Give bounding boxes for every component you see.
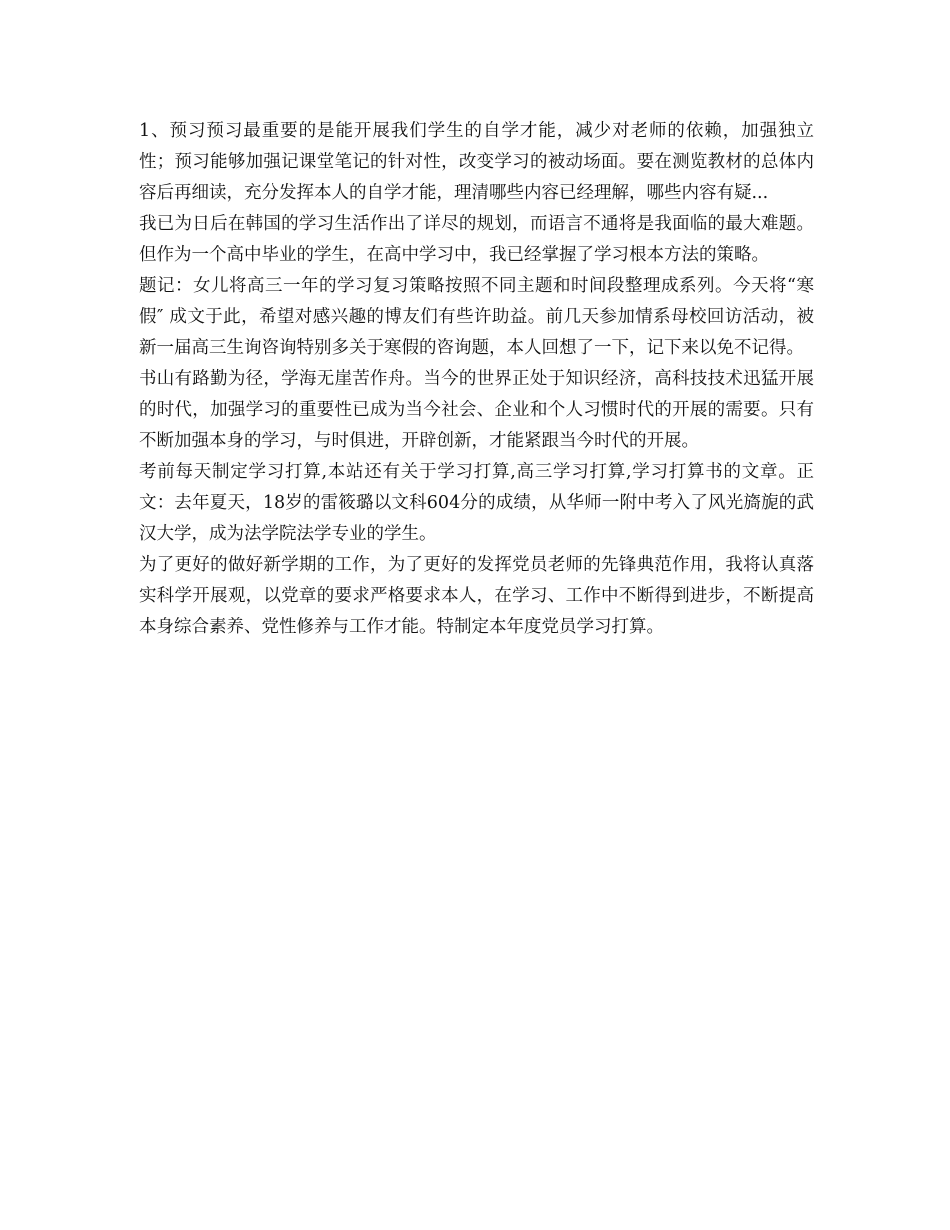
paragraph-4: 书山有路勤为径，学海无崖苦作舟。当今的世界正处于知识经济，高科技技术迅猛开展的时代，加强学习的重要性已成为当今社会、企业和个人习惯时代的开展的需要。只有不断加强本身的学习，与时俱进，开辟创新，才能紧跟当今时代的开展。 (139, 369, 814, 451)
document-body (139, 116, 814, 643)
paragraph-3: 题记：女儿将高三一年的学习复习策略按照不同主题和时间段整理成系列。今天将“寒假″ 成文于此，希望对感兴趣的博友们有些许助益。前几天参加情系母校回访活动，被新一届高三生询咨询特别多关于寒假的咨询题，本人回想了一下，记下来以免不记得。 (139, 276, 814, 358)
paragraph-6: 为了更好的做好新学期的工作，为了更好的发挥党员老师的先锋典范作用，我将认真落实科学开展观，以党章的要求严格要求本人，在学习、工作中不断得到进步，不断提高本身综合素养、党性修养与工作才能。特制定本年度党员学习打算。 (139, 555, 814, 637)
paragraph-2: 我已为日后在韩国的学习生活作出了详尽的规划，而语言不通将是我面临的最大难题。但作为一个高中毕业的学生，在高中学习中，我已经掌握了学习根本方法的策略。 (139, 214, 814, 265)
paragraph-5: 考前每天制定学习打算,本站还有关于学习打算,高三学习打算,学习打算书的文章。正文：去年夏天，18岁的雷筱璐以文科604分的成绩，从华师一附中考入了风光旖旎的武汉大学，成为法学院法学专业的学生。 (139, 462, 814, 544)
paragraph-1: 1、预习预习最重要的是能开展我们学生的自学才能，减少对老师的依赖，加强独立性；预习能够加强记课堂笔记的针对性，改变学习的被动场面。要在测览教材的总体内容后再细读，充分发挥本人的自学才能，理清哪些内容已经理解，哪些内容有疑... (139, 121, 814, 203)
